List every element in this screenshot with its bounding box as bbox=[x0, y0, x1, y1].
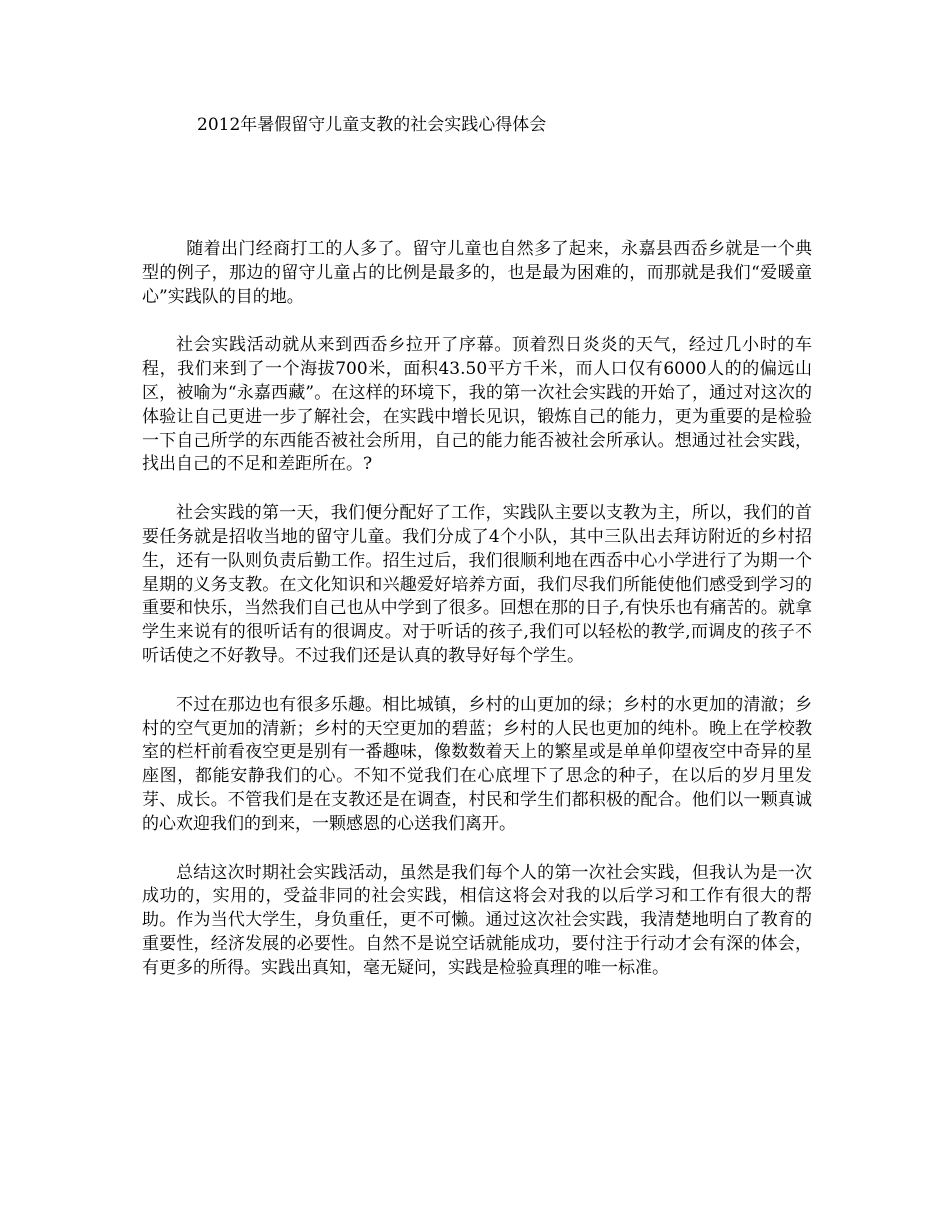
paragraph-arrival: 社会实践活动就从来到西岙乡拉开了序幕。顶着烈日炎炎的天气，经过几小时的车程，我们来到了一个海拔700米，面积43.50平方千米，而人口仅有6000人的的偏远山区，被喻为“永嘉西藏”。在这样的环境下，我的第一次社会实践的开始了，通过对这次的体验让自己更进一步了解社会，在实践中增长见识，锻炼自己的能力，更为重要的是检验一下自己所学的东西能否被社会所用，自己的能力能否被社会所承认。想通过社会实践，找出自己的不足和差距所在。? bbox=[142, 335, 812, 475]
paragraph-first-day: 社会实践的第一天，我们便分配好了工作，实践队主要以支教为主，所以，我们的首要任务就是招收当地的留守儿童。我们分成了4个小队，其中三队出去拜访附近的乡村招生，还有一队则负责后勤工作。招生过后，我们很顺利地在西岙中心小学进行了为期一个星期的义务支教。在文化知识和兴趣爱好培养方面，我们尽我们所能使他们感受到学习的重要和快乐，当然我们自己也从中学到了很多。回想在那的日子,有快乐也有痛苦的。就拿学生来说有的很听话有的很调皮。对于听话的孩子,我们可以轻松的教学,而调皮的孩子不听话使之不好教导。不过我们还是认真的教导好每个学生。 bbox=[142, 503, 812, 666]
document-title: 2012年暑假留守儿童支教的社会实践心得体会 bbox=[197, 115, 547, 135]
document-body bbox=[142, 238, 812, 1006]
paragraph-summary: 总结这次时期社会实践活动，虽然是我们每个人的第一次社会实践，但我认为是一次成功的，实用的，受益非同的社会实践，相信这将会对我的以后学习和工作有很大的帮助。作为当代大学生，身负重任，更不可懒。通过这次社会实践，我清楚地明白了教育的重要性，经济发展的必要性。自然不是说空话就能成功，要付注于行动才会有深的体会，有更多的所得。实践出真知，毫无疑问，实践是检验真理的唯一标准。 bbox=[142, 862, 812, 978]
paragraph-fun: 不过在那边也有很多乐趣。相比城镇，乡村的山更加的绿；乡村的水更加的清澈；乡村的空气更加的清新；乡村的天空更加的碧蓝；乡村的人民也更加的纯朴。晚上在学校教室的栏杆前看夜空更是别有一番趣味，像数数着天上的繁星或是单单仰望夜空中奇异的星座图，都能安静我们的心。不知不觉我们在心底埋下了思念的种子，在以后的岁月里发芽、成长。不管我们是在支教还是在调查，村民和学生们都积极的配合。他们以一颗真诚的心欢迎我们的到来，一颗感恩的心送我们离开。 bbox=[142, 694, 812, 834]
paragraph-intro: 随着出门经商打工的人多了。留守儿童也自然多了起来，永嘉县西岙乡就是一个典型的例子，那边的留守儿童占的比例是最多的，也是最为困难的，而那就是我们“爱暖童心”实践队的目的地。 bbox=[142, 239, 812, 307]
